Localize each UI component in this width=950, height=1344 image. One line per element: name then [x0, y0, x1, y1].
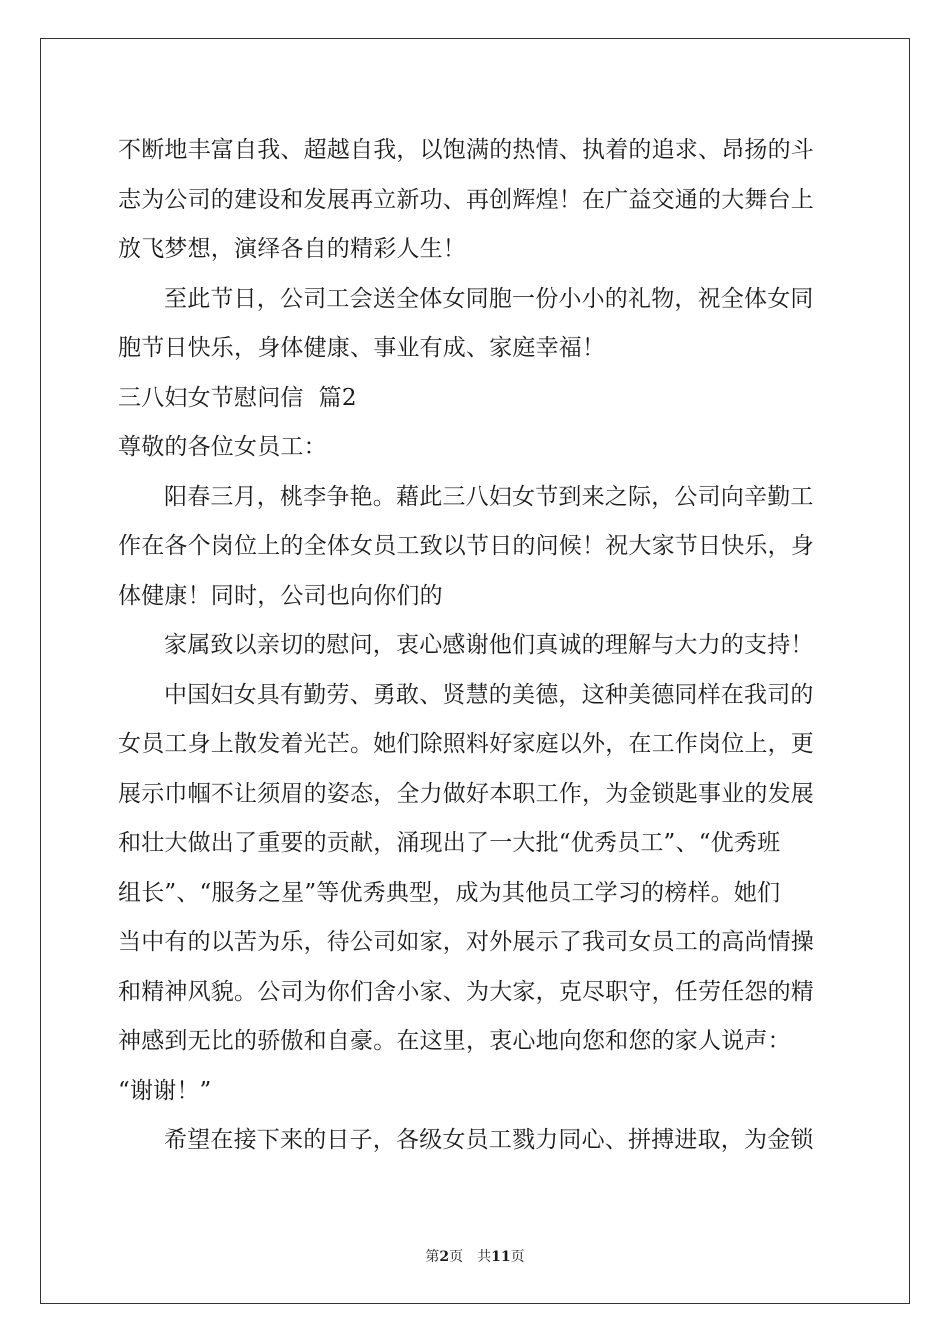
text-line: 家属致以亲切的慰问，衷心感谢他们真诚的理解与大力的支持！ — [164, 632, 814, 658]
text-line: 女员工身上散发着光芒。她们除照料好家庭以外，在工作岗位上，更 — [118, 731, 814, 757]
total-prefix: 共 — [477, 1249, 492, 1265]
text-line: 放飞梦想，演绎各自的精彩人生！ — [118, 236, 466, 262]
text-line: 和精神风貌。公司为你们舍小家、为大家，克尽职守，任劳任怨的精 — [118, 978, 814, 1005]
text-line: 胞节日快乐，身体健康、事业有成、家庭幸福！ — [118, 335, 606, 361]
page-suffix: 页 — [449, 1249, 464, 1265]
text-line: “谢谢！” — [118, 1077, 212, 1104]
salutation: 尊敬的各位女员工： — [118, 434, 327, 460]
total-pages: 11 — [491, 1249, 511, 1265]
text-line: 组长”、“服务之星”等优秀典型，成为其他员工学习的榜样。她们 — [118, 879, 781, 906]
section-heading: 三八妇女节慰问信 篇2 — [118, 384, 357, 411]
document-body — [118, 126, 838, 1166]
page-prefix: 第 — [425, 1249, 440, 1265]
text-line: 当中有的以苦为乐，待公司如家，对外展示了我司女员工的高尚情操 — [118, 929, 814, 955]
total-suffix: 页 — [510, 1249, 525, 1265]
text-line: 中国妇女具有勤劳、勇敢、贤慧的美德，这种美德同样在我司的 — [164, 681, 814, 708]
text-line: 至此节日，公司工会送全体女同胞一份小小的礼物，祝全体女同 — [164, 285, 814, 312]
text-line: 体健康！同时，公司也向你们的 — [118, 582, 443, 609]
text-line: 阳春三月，桃李争艳。藉此三八妇女节到来之际，公司向辛勤工 — [164, 483, 814, 510]
text-line: 志为公司的建设和发展再立新功、再创辉煌！在广益交通的大舞台上 — [118, 186, 814, 213]
text-line: 不断地丰富自我、超越自我，以饱满的热情、执着的追求、昂扬的斗 — [118, 137, 814, 163]
page-footer — [0, 1246, 950, 1266]
text-line: 希望在接下来的日子，各级女员工戮力同心、拼搏进取，为金锁 — [164, 1127, 814, 1153]
text-line: 作在各个岗位上的全体女员工致以节日的问候！祝大家节日快乐，身 — [118, 533, 814, 559]
page-number: 2 — [439, 1249, 450, 1265]
text-line: 和壮大做出了重要的贡献，涌现出了一大批“优秀员工”、“优秀班 — [118, 830, 781, 856]
text-line: 神感到无比的骄傲和自豪。在这里，衷心地向您和您的家人说声： — [118, 1028, 791, 1054]
text-line: 展示巾帼不让须眉的姿态，全力做好本职工作，为金锁匙事业的发展 — [118, 780, 814, 807]
